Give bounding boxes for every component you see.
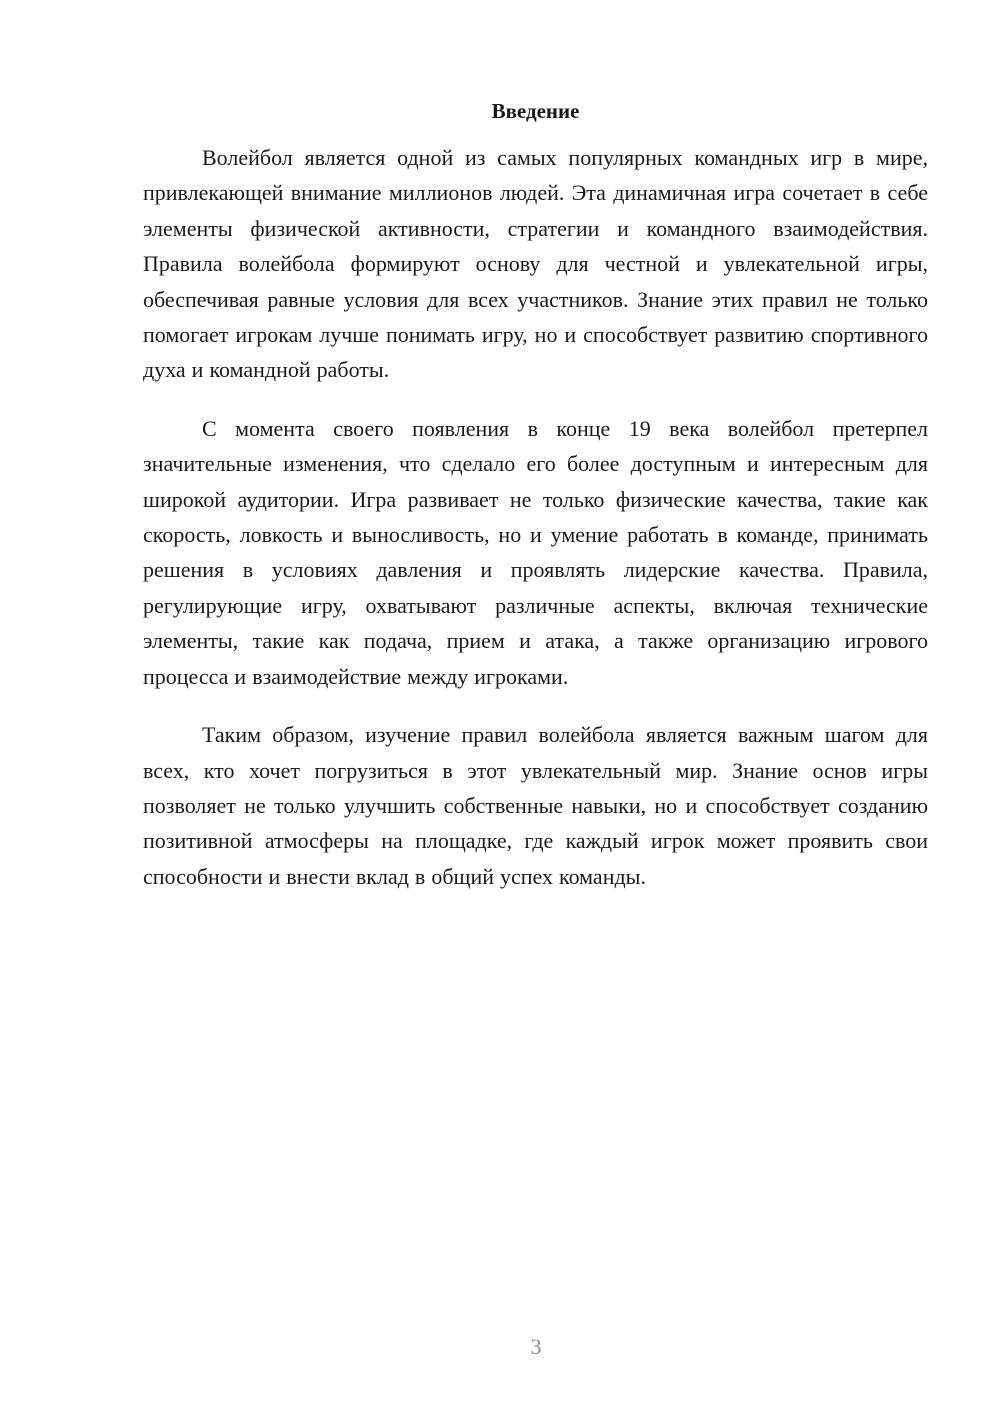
page-number: 3: [530, 1334, 542, 1359]
document-page: [143, 96, 928, 917]
paragraph-1: Волейбол является одной из самых популярных командных игр в мире, привлекающей внимание миллионов людей. Эта динамичная игра сочетает в себе элементы физической активности, стратегии и командного взаимодействия. Правила волейбола формируют основу для честной и увлекательной игры, обеспечивая равные условия для всех участников. Знание этих правил не только помогает игрокам лучше понимать игру, но и способствует развитию спортивного духа и командной работы.: [143, 145, 928, 383]
paragraph-3: Таким образом, изучение правил волейбола является важным шагом для всех, кто хочет погрузиться в этот увлекательный мир. Знание основ игры позволяет не только улучшить собственные навыки, но и способствует созданию позитивной атмосферы на площадке, где каждый игрок может проявить свои способности и внести вклад в общий успех команды.: [143, 722, 928, 889]
section-heading: Введение: [491, 99, 580, 123]
paragraph-2: С момента своего появления в конце 19 века волейбол претерпел значительные изменения, что сделало его более доступным и интересным для широкой аудитории. Игра развивает не только физические качества, такие как скорость, ловкость и выносливость, но и умение работать в команде, принимать решения в условиях давления и проявлять лидерские качества. Правила, регулирующие игру, охватывают различные аспекты, включая технические элементы, такие как подача, прием и атака, а также организацию игрового процесса и взаимодействие между игроками.: [143, 415, 928, 689]
